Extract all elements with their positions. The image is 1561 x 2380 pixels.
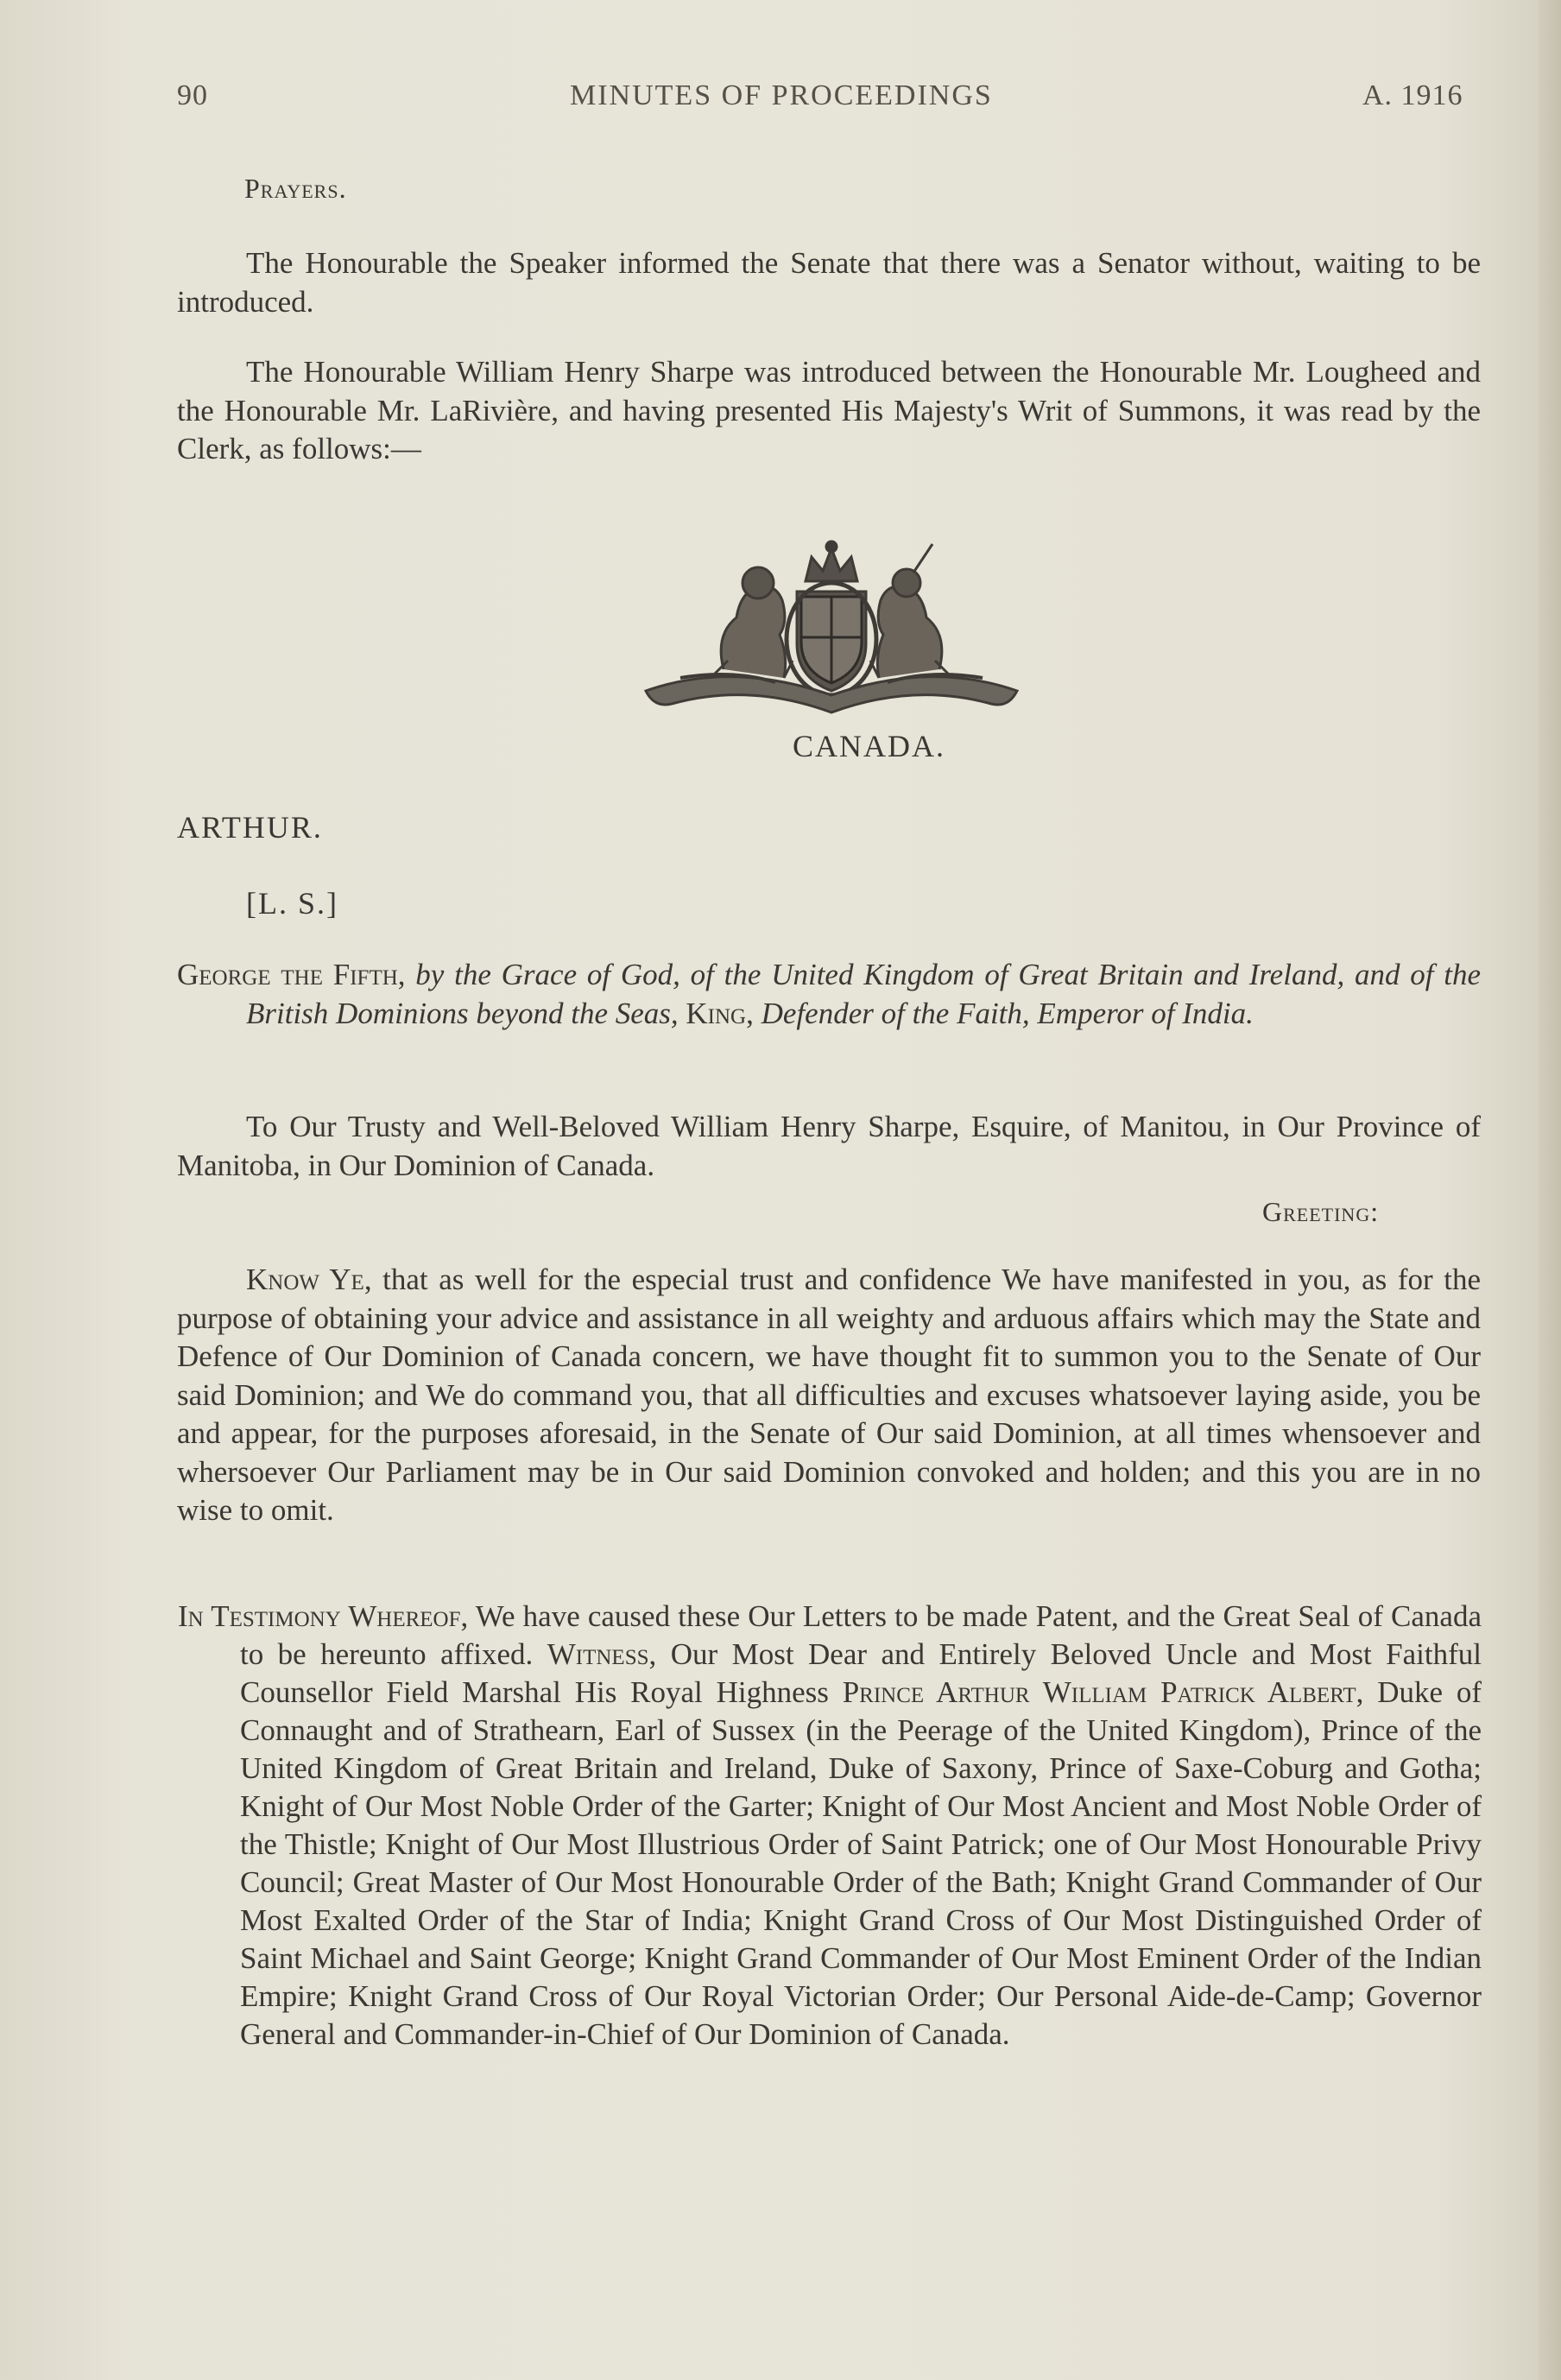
seal-mark: [L. S.] bbox=[246, 886, 338, 921]
know-ye-body: that as well for the especial trust and confidence We have manifested in you, as for the purpose of obtaining your advice and assistance in all weighty and arduous affairs which may the State and Defence of Our Dominion of Canada concern, we have thought fit to summon you to the Senate of Our said Dominion; and We do command you, that all difficulties and excuses whatsoever laying aside, you be and appear, for the purposes aforesaid, in the Senate of Our said Dominion, at all times whensoever and whersoever Our Parliament may be in Our said Dominion convoked and holden; and this you are in no wise to omit. bbox=[177, 1263, 1482, 1527]
introduction-paragraph: The Honourable William Henry Sharpe was introduced between the Honourable Mr. Lougheed and the Honourable Mr. LaRivière, and having presented His Majesty's Writ of Summons, it was read by the Clerk, as follows:— bbox=[177, 355, 1481, 465]
running-title: MINUTES OF PROCEEDINGS bbox=[570, 79, 993, 111]
testimony-part1: We have caused these Our Letters to be made Patent, and the Great Seal of Canada to be hereunto affixed. bbox=[240, 1599, 1482, 1671]
royal-style-paragraph bbox=[177, 956, 1481, 1033]
testimony-lead: In Testimony Whereof, bbox=[178, 1599, 469, 1633]
arthur-signature: ARTHUR. bbox=[177, 810, 323, 845]
coat-of-arms-emblem bbox=[629, 540, 1034, 717]
know-ye-lead: Know Ye, bbox=[246, 1263, 372, 1296]
address-paragraph: To Our Trusty and Well-Beloved William Henry Sharpe, Esquire, of Manitou, in Our Province of Manitoba, in Our Dominion of Canada. bbox=[177, 1110, 1481, 1182]
page-number: 90 bbox=[177, 79, 208, 111]
king-word: King, bbox=[686, 996, 754, 1030]
prayers-heading: Prayers. bbox=[244, 173, 347, 204]
sovereign-title-b: Defender of the Faith, Emperor of India. bbox=[761, 996, 1254, 1030]
sovereign-title-a: by the Grace of God, of the United Kingdom of Great Britain and Ireland, and of the British Dominions beyond the Seas, bbox=[246, 958, 1481, 1030]
testimony-part2: Our Most Dear and Entirely Beloved Uncle and Most Faithful Counsellor Field Marshal His Royal Highness bbox=[240, 1637, 1482, 1709]
page-edge bbox=[1539, 0, 1561, 2380]
canada-heading: CANADA. bbox=[793, 729, 946, 763]
testimony-paragraph bbox=[178, 1598, 1482, 2054]
greeting: Greeting: bbox=[1262, 1196, 1380, 1227]
know-ye-paragraph bbox=[177, 1261, 1481, 1530]
testimony-part3: Duke of Connaught and of Strathearn, Earl of Sussex (in the Peerage of the United Kingdom), Prince of the United Kingdom of Great Britain and Ireland, Duke of Saxony, Prince of Saxe-Coburg and Gotha; Knight of Our Most Noble Order of the Garter; Knight of Our Most Ancient and Most Noble Order of the Thistle; Knight of Our Most Illustrious Order of Saint Patrick; one of Our Most Honourable Privy Council; Great Master of Our Most Honourable Order of the Bath; Knight Grand Commander of Our Most Exalted Order of the Star of India; Knight Grand Cross of Our Most Distinguished Order of Saint Michael and Saint George; Knight Grand Commander of Our Most Eminent Order of the Indian Empire; Knight Grand Cross of Our Royal Victorian Order; Our Personal Aide-de-Camp; Governor General and Commander-in-Chief of Our Dominion of Canada. bbox=[240, 1675, 1482, 2051]
speaker-paragraph: The Honourable the Speaker informed the Senate that there was a Senator without, waiting to be introduced. bbox=[177, 246, 1481, 319]
year-mark: A. 1916 bbox=[1362, 79, 1463, 111]
prince-name: Prince Arthur William Patrick Albert, bbox=[842, 1675, 1364, 1709]
sovereign-name: George the Fifth, bbox=[177, 958, 406, 991]
witness-word: Witness, bbox=[547, 1637, 657, 1671]
